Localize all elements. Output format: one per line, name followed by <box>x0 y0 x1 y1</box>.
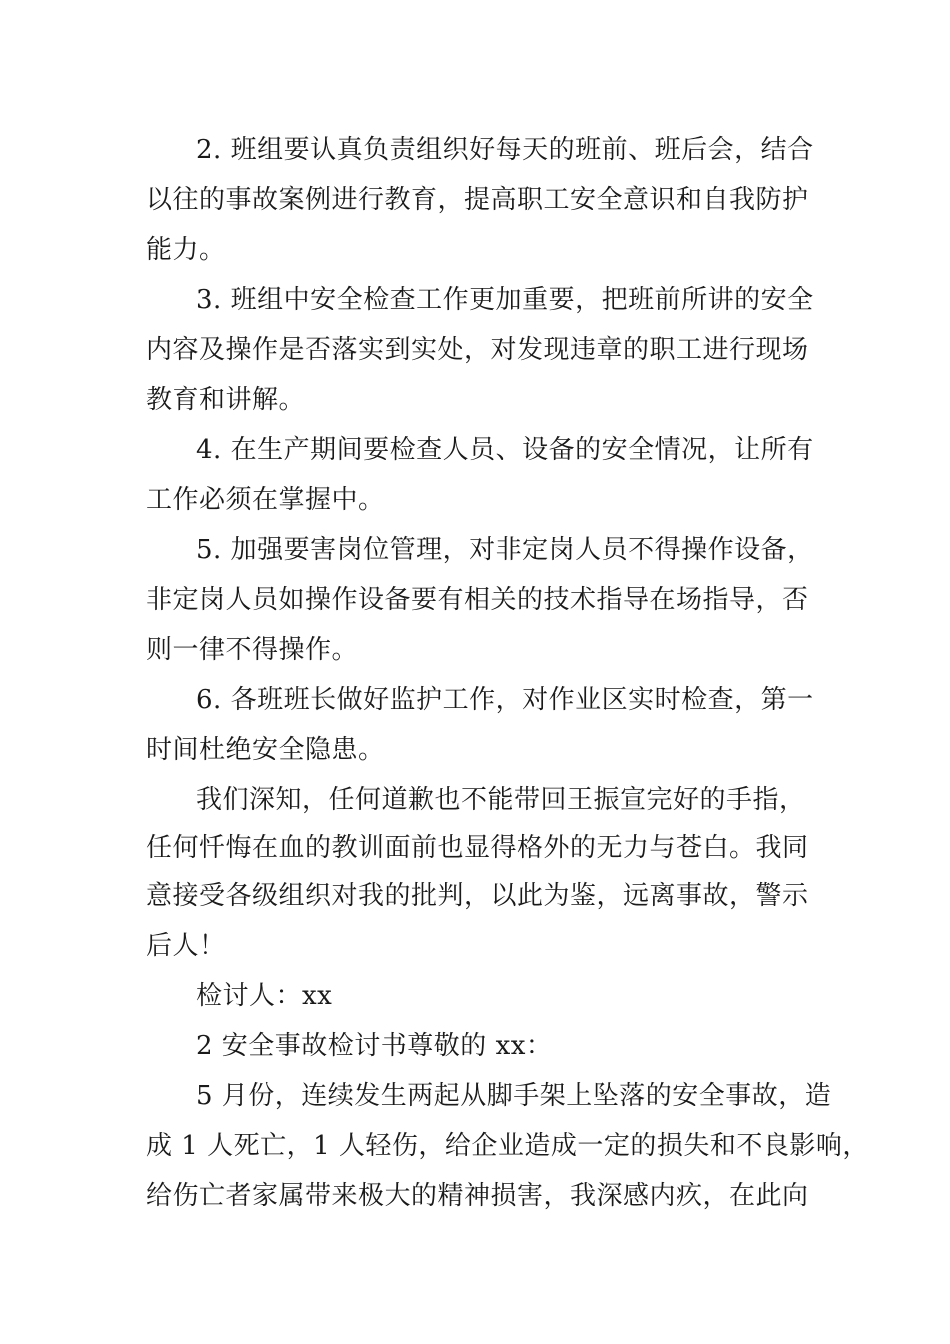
paragraph-4-line-3: 则一律不得操作。 <box>146 635 359 665</box>
paragraph-9-line-3: 给伤亡者家属带来极大的精神损害，我深感内疚，在此向 <box>146 1181 809 1211</box>
paragraph-6-line-2: 任何忏悔在血的教训面前也显得格外的无力与苍白。我同 <box>146 833 809 863</box>
paragraph-6-line-3: 意接受各级组织对我的批判，以此为鉴，远离事故，警示 <box>146 881 809 911</box>
paragraph-5-line-2: 时间杜绝安全隐患。 <box>146 735 385 765</box>
paragraph-3-line-1: 4. 在生产期间要检查人员、设备的安全情况，让所有 <box>196 435 814 465</box>
paragraph-1-line-3: 能力。 <box>146 235 226 265</box>
paragraph-1-line-1: 2. 班组要认真负责组织好每天的班前、班后会，结合 <box>196 135 814 165</box>
second-letter-heading: 2 安全事故检讨书尊敬的 xx： <box>196 1031 553 1061</box>
paragraph-9-line-2: 成 1 人死亡，1 人轻伤，给企业造成一定的损失和不良影响， <box>146 1131 869 1161</box>
paragraph-9-line-1: 5 月份，连续发生两起从脚手架上坠落的安全事故，造 <box>196 1081 832 1111</box>
paragraph-6-line-1: 我们深知，任何道歉也不能带回王振宣完好的手指， <box>196 785 806 815</box>
paragraph-2-line-1: 3. 班组中安全检查工作更加重要，把班前所讲的安全 <box>196 285 814 315</box>
paragraph-6-line-4: 后人！ <box>146 931 226 961</box>
paragraph-2-line-3: 教育和讲解。 <box>146 385 306 415</box>
paragraph-3-line-2: 工作必须在掌握中。 <box>146 485 385 515</box>
paragraph-4-line-1: 5. 加强要害岗位管理，对非定岗人员不得操作设备， <box>196 535 814 565</box>
paragraph-5-line-1: 6. 各班班长做好监护工作，对作业区实时检查，第一 <box>196 685 814 715</box>
paragraph-2-line-2: 内容及操作是否落实到实处，对发现违章的职工进行现场 <box>146 335 809 365</box>
paragraph-1-line-2: 以往的事故案例进行教育，提高职工安全意识和自我防护 <box>146 185 809 215</box>
reviewer-signature-line: 检讨人：xx <box>196 981 333 1011</box>
paragraph-4-line-2: 非定岗人员如操作设备要有相关的技术指导在场指导，否 <box>146 585 809 615</box>
